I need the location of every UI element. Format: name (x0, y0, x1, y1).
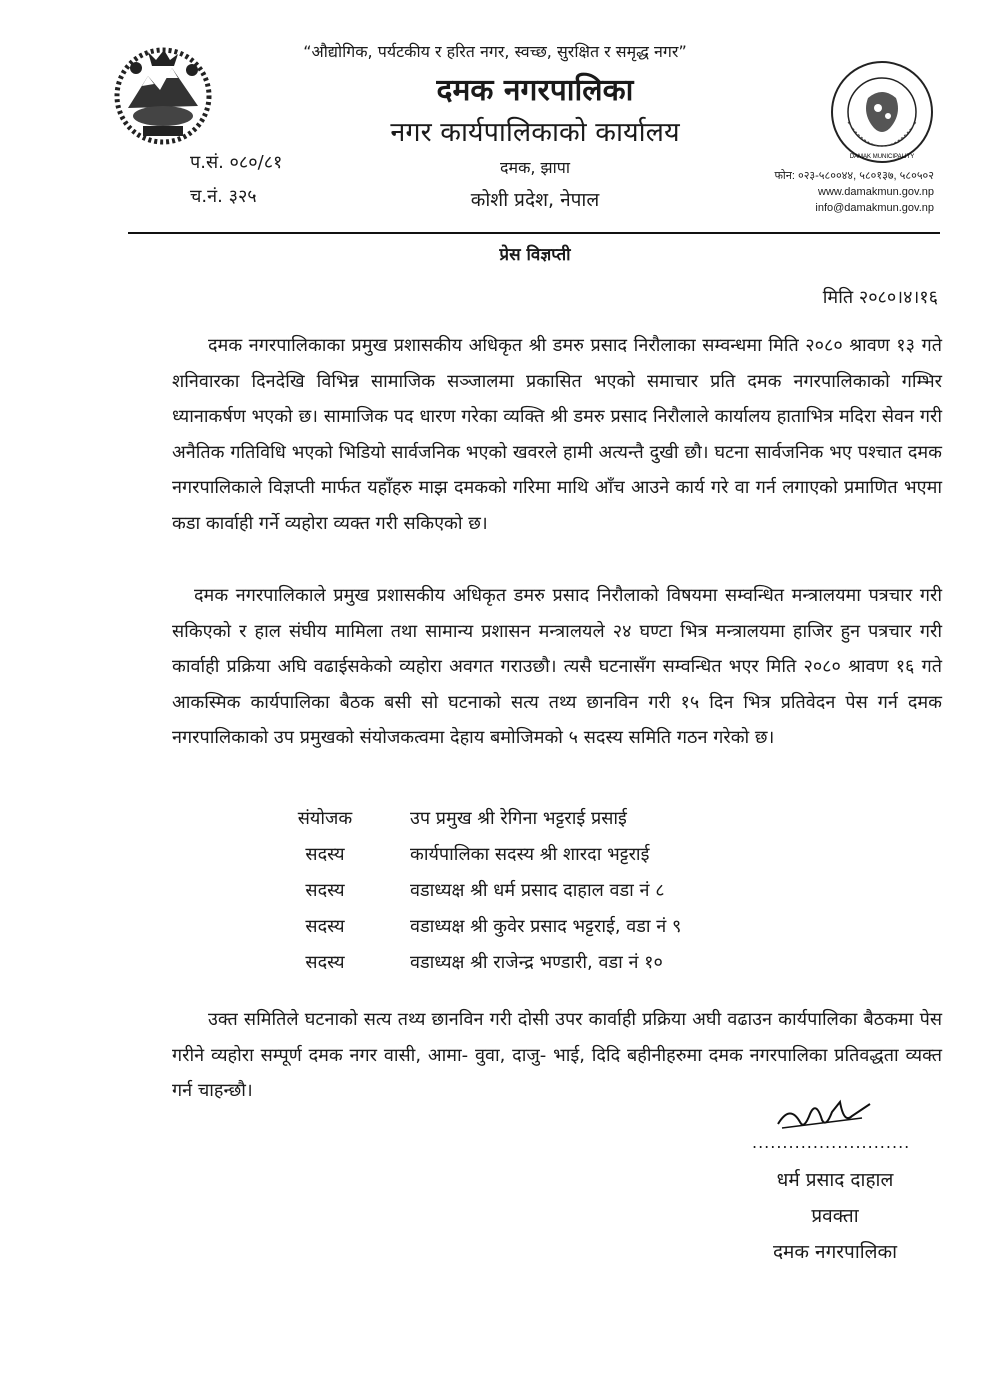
municipality-name: दमक नगरपालिका (436, 73, 634, 108)
member-detail: वडाध्यक्ष श्री राजेन्द्र भण्डारी, वडा नं १० (410, 952, 663, 973)
signatory-organization: दमक नगरपालिका (772, 1241, 898, 1263)
seal-label: DAMAK MUNICIPALITY (849, 154, 915, 160)
contact-block (774, 168, 934, 216)
member-role: संयोजक (297, 808, 353, 829)
signature-line: .......................... (752, 1133, 911, 1152)
committee-member (270, 806, 910, 842)
member-role: सदस्य (305, 880, 345, 901)
member-role: सदस्य (305, 916, 345, 937)
header-divider (128, 232, 940, 234)
dispatch-number: च.नं. ३२५ (190, 186, 257, 207)
member-role: सदस्य (305, 844, 345, 865)
committee-member (270, 950, 910, 986)
member-role: सदस्य (305, 952, 345, 973)
document-date: मिति २०८०।४।१६ (822, 287, 938, 308)
phone-numbers: फोन: ०२३-५८००४४, ५८०१३७, ५८०५०२ (774, 170, 934, 182)
member-detail: वडाध्यक्ष श्री कुवेर प्रसाद भट्टराई, वडा नं ९ (410, 916, 682, 937)
address-city: दमक, झापा (500, 158, 570, 177)
signatory-title: प्रवक्ता (811, 1205, 859, 1227)
email-link[interactable]: info@damakmun.gov.np (815, 202, 934, 214)
handwritten-signature (770, 1094, 880, 1134)
document-heading: प्रेस विज्ञप्ती (499, 245, 571, 265)
municipality-motto: “औद्योगिक, पर्यटकीय र हरित नगर, स्वच्छ, सुरक्षित र समृद्ध नगर” (303, 42, 687, 61)
address-province: कोशी प्रदेश, नेपाल (470, 189, 600, 211)
member-detail: कार्यपालिका सदस्य श्री शारदा भट्टराई (410, 844, 650, 865)
committee-member (270, 842, 910, 878)
member-detail: वडाध्यक्ष श्री धर्म प्रसाद दाहाल वडा नं ८ (410, 880, 665, 901)
body-paragraph-2: दमक नगरपालिकाले प्रमुख प्रशासकीय अधिकृत डमरु प्रसाद निरौलाको विषयमा सम्वन्धित मन्त्रालयमा पत्रचार गरी सकिएको र हाल संघीय मामिला तथा सामान्य प्रशासन मन्त्रालयले २४ घण्टा भित्र मन्त्रालयमा हाजिर हुन पत्रचार गरी कार्वाही प्रक्रिया अघि वढाईसकेको व्यहोरा अवगत गराउछौ। त्यसै घटनासँग सम्वन्धित भएर मिति २०८० श्रावण १६ गते आकस्मिक कार्यपालिका बैठक बसी सो घटनाको सत्य तथ्य छानविन गरी १५ दिन भित्र प्रतिवेदन पेस गर्न दमक नगरपालिकाको उप प्रमुखको संयोजकत्वमा देहाय बमोजिमको ५ सदस्य समिति गठन गरेको छ। (172, 585, 942, 748)
signatory-name: धर्म प्रसाद दाहाल (776, 1169, 894, 1191)
member-detail: उप प्रमुख श्री रेगिना भट्टराई प्रसाई (410, 808, 627, 829)
reference-number: प.सं. ०८०/८१ (190, 152, 283, 173)
website-link[interactable]: www.damakmun.gov.np (818, 186, 934, 198)
committee-member (270, 878, 910, 914)
committee-member (270, 914, 910, 950)
body-paragraph-1: दमक नगरपालिकाका प्रमुख प्रशासकीय अधिकृत श्री डमरु प्रसाद निरौलाका सम्वन्धमा मिति २०८० श्रावण १३ गते शनिवारका दिनदेखि विभिन्न सामाजिक सञ्जालमा प्रकासित भएको समाचार प्रति दमक नगरपालिकाको गम्भिर ध्यानाकर्षण भएको छ। सामाजिक पद धारण गरेका व्यक्ति श्री डमरु प्रसाद निरौलाले कार्यालय हाताभित्र मदिरा सेवन गरी अनैतिक गतिविधि भएको भिडियो सार्वजनिक भएको खवरले हामी अत्यन्तै दुखी छौ। घटना सार्वजनिक भए पश्चात दमक नगरपालिकाले विज्ञप्ती मार्फत यहाँहरु माझ दमकको गरिमा माथि आँच आउने कार्य गरे वा गर्न लगाएको प्रमाणित भएमा कडा कार्वाही गर्ने व्यहोरा व्यक्त गरी सकिएको छ। (172, 335, 942, 534)
body-paragraph-3: उक्त समितिले घटनाको सत्य तथ्य छानविन गरी दोसी उपर कार्वाही प्रक्रिया अघी वढाउन कार्यपालिका बैठकमा पेस गरीने व्यहोरा सम्पूर्ण दमक नगर वासी, आमा- वुवा, दाजु- भाई, दिदि बहीनीहरुमा दमक नगरपालिका प्रतिवद्धता व्यक्त गर्न चाहन्छौ। (172, 1009, 942, 1101)
office-name: नगर कार्यपालिकाको कार्यालय (390, 117, 680, 148)
